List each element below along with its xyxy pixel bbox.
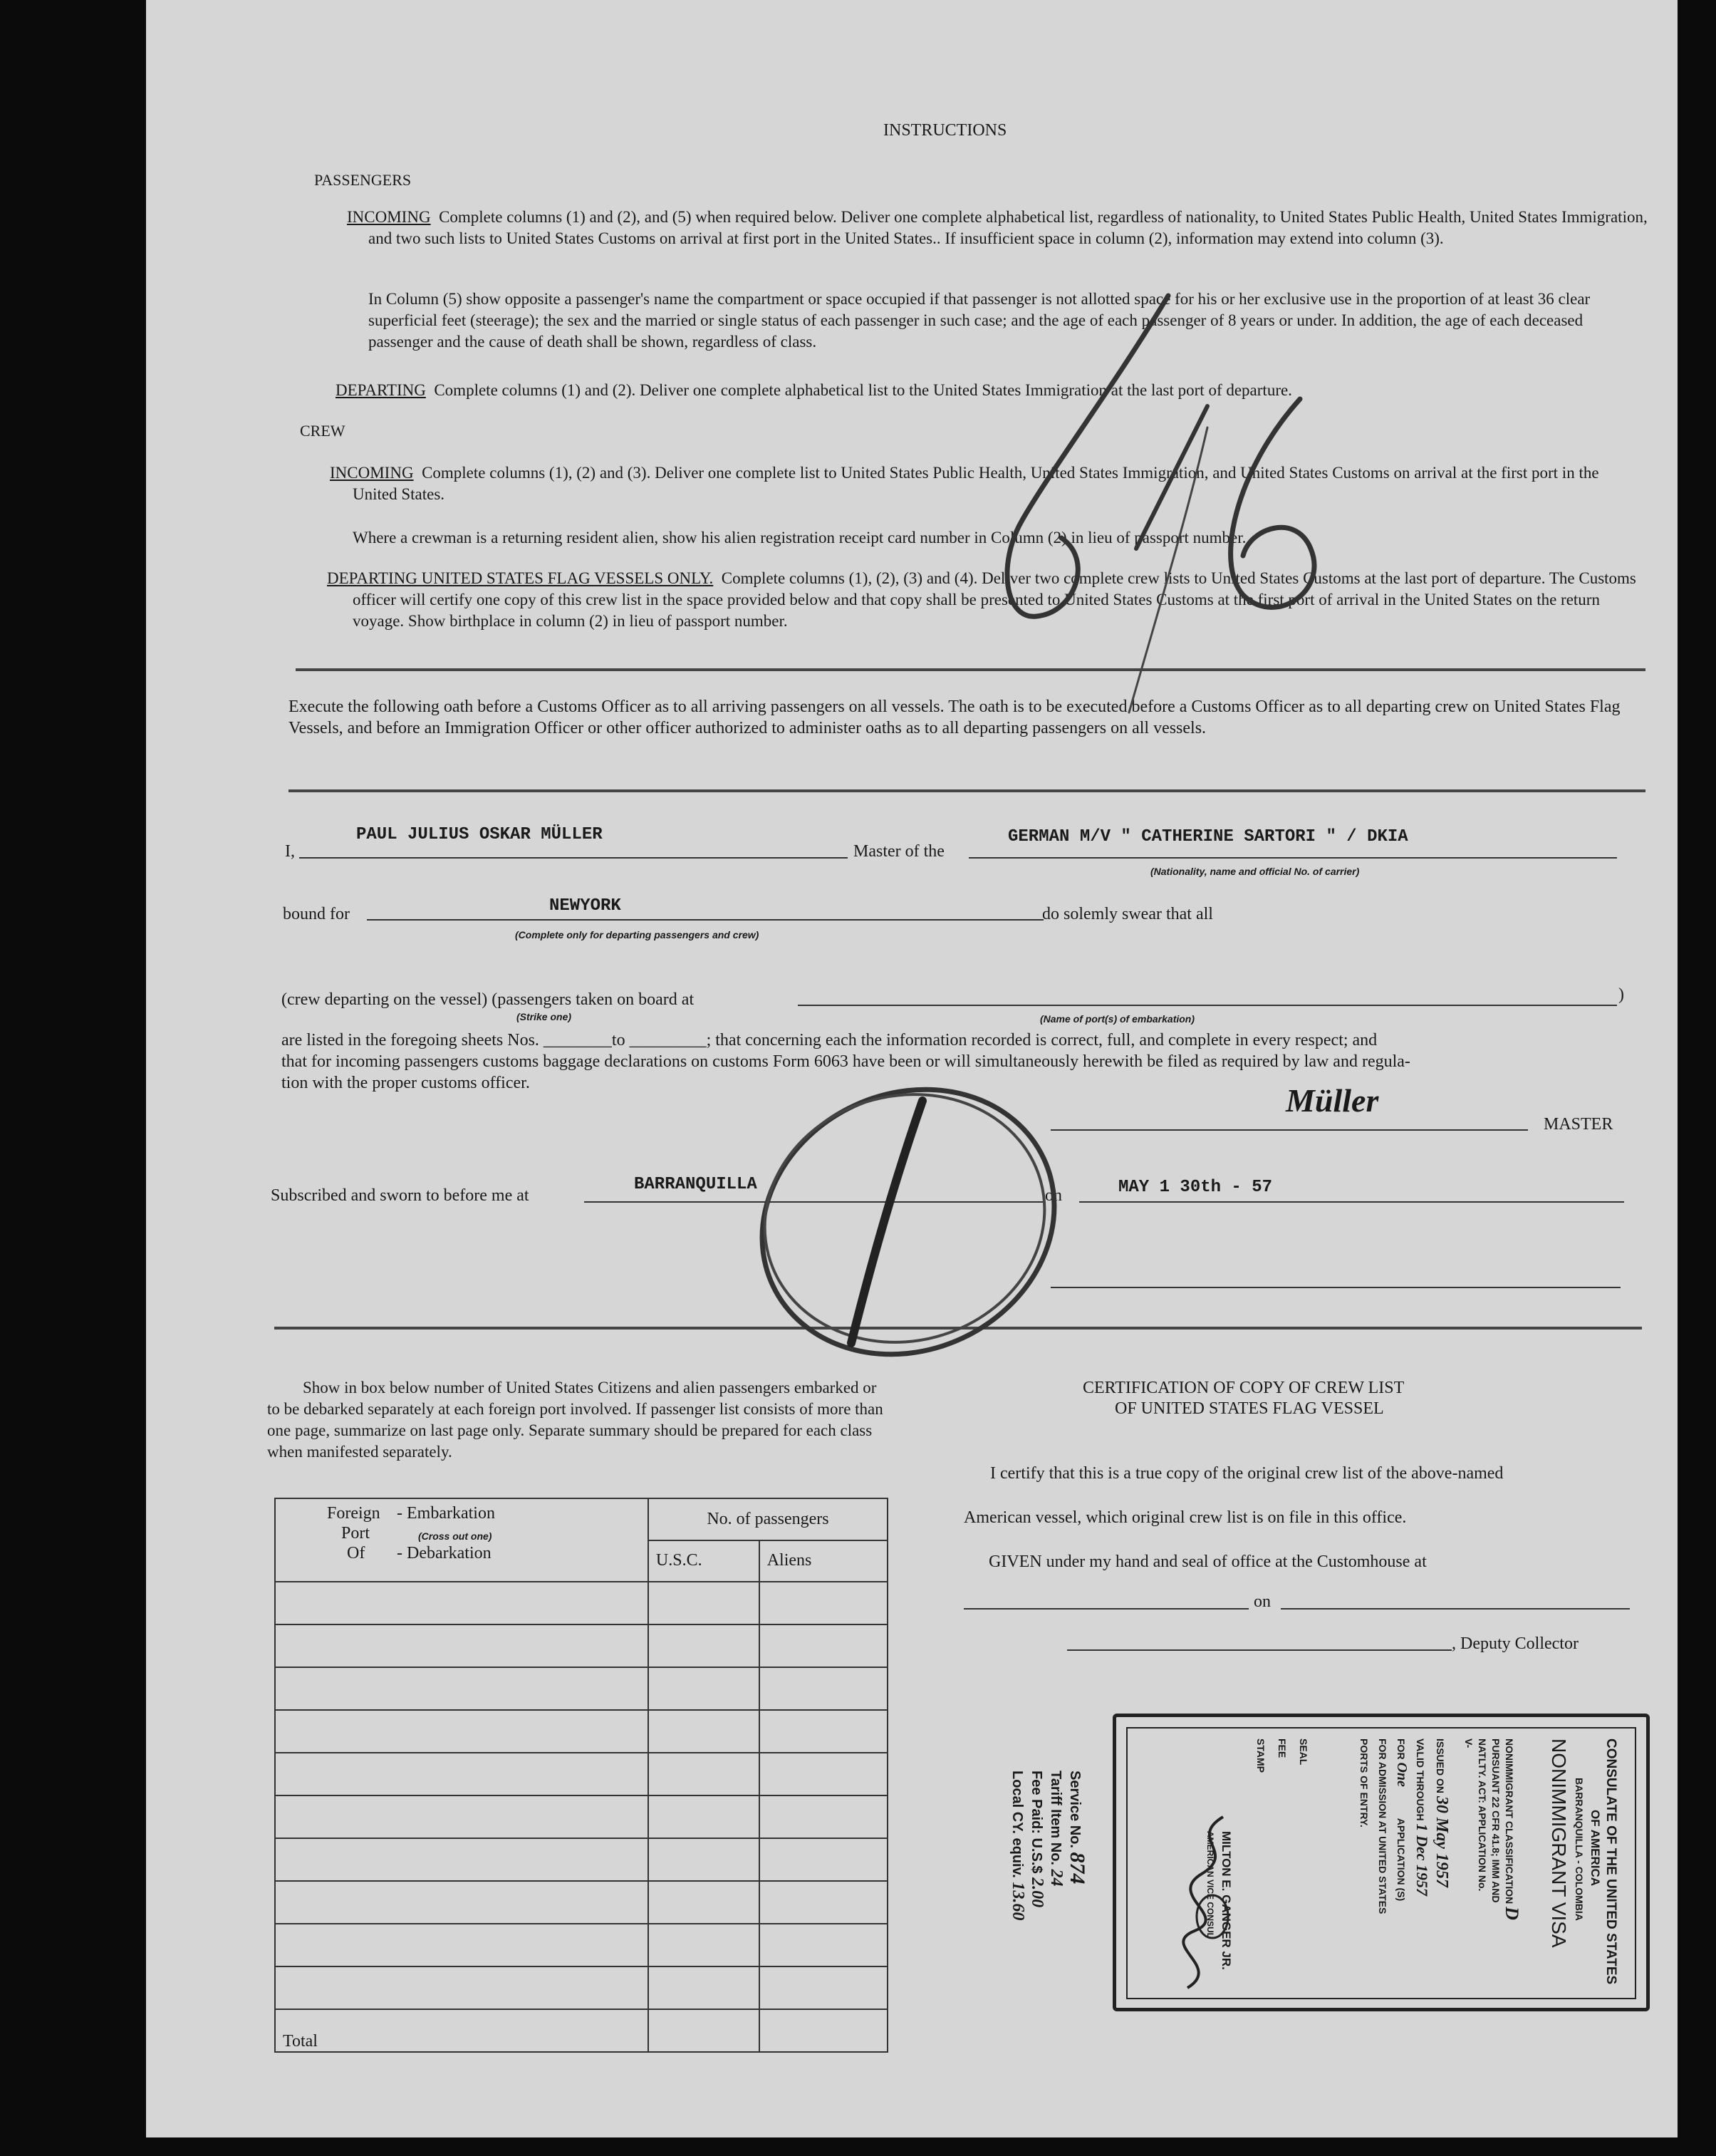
table-row <box>275 1966 888 2009</box>
master-of-label: Master of the <box>853 842 945 861</box>
visa-consulate-block <box>1546 1738 1618 1984</box>
port-header-cell <box>275 1498 648 1582</box>
master-name-line <box>299 857 848 859</box>
vessel-caption: (Nationality, name and official No. of carrier) <box>1150 866 1360 877</box>
visa-stamp <box>1113 1714 1650 2011</box>
passenger-summary-table <box>274 1498 888 2053</box>
certification-title-2: OF UNITED STATES FLAG VESSEL <box>1115 1399 1384 1418</box>
consul-signature <box>1145 1810 1259 1995</box>
sworn-on-label: on <box>1045 1186 1062 1205</box>
consul-title: AMERICAN VICE CONSUL <box>1205 1831 1215 1939</box>
total-row <box>275 2009 888 2052</box>
embarkation-line <box>798 1005 1617 1006</box>
destination: NEWYORK <box>549 896 621 916</box>
passengers-departing-text: Complete columns (1) and (2). Deliver one complete alphabetical list to the United States Immigration at the last port of departure. <box>434 381 1292 399</box>
passengers-heading: PASSENGERS <box>314 171 412 189</box>
local-equiv-label: Local CY. equiv. <box>1009 1771 1025 1878</box>
aliens-header: Aliens <box>759 1540 888 1582</box>
sworn-place: BARRANQUILLA <box>634 1175 757 1194</box>
certification-date-line <box>1281 1608 1630 1610</box>
bound-for-label: bound for <box>283 905 350 923</box>
application-label: APPLICATION (S) <box>1395 1818 1407 1902</box>
master-label: MASTER <box>1544 1115 1613 1134</box>
pencil-mark-top <box>994 285 1393 720</box>
vessel-line <box>969 857 1617 859</box>
visa-classification-block <box>1462 1738 1522 1920</box>
admission-line-2: PORTS OF ENTRY. <box>1358 1738 1370 1828</box>
crew-departing-block <box>327 568 1638 632</box>
crew-incoming-text: Complete columns (1), (2) and (3). Deliver one complete list to United States Public Health, United States Immigration, and United States Customs on arrival at the first port in the United States. <box>353 464 1599 503</box>
cross-out-label: (Cross out one) <box>418 1530 492 1542</box>
sworn-date-line <box>1079 1201 1624 1203</box>
passengers-incoming-label: INCOMING <box>347 208 431 226</box>
tariff-number: 24 <box>1047 1869 1066 1887</box>
master-signature-line <box>1051 1129 1528 1131</box>
master-signature: Müller <box>1286 1082 1379 1119</box>
service-number: 874 <box>1066 1852 1089 1885</box>
table-row <box>275 1924 888 1966</box>
passengers-incoming-text: Complete columns (1) and (2), and (5) when required below. Deliver one complete alphabetical list, regardless of nationality, to United States Public Health, United States Immigration, and two such lists to United States Customs on arrival at first port in the United States.. If insufficient space in column (2), information may extend into column (3). <box>368 208 1648 247</box>
crew-incoming-label: INCOMING <box>330 464 414 482</box>
crew-resident-text: Where a crewman is a returning resident alien, show his alien registration receipt card number in Column (2) in lieu of passport number. <box>353 529 1247 546</box>
strike-caption: (Strike one) <box>516 1011 572 1022</box>
tariff-label: Tariff Item No. <box>1048 1771 1064 1865</box>
port-label: Port <box>341 1524 370 1543</box>
crew-departing-label: DEPARTING UNITED STATES FLAG VESSELS ONLY. <box>327 569 714 587</box>
divider-rule <box>296 668 1645 671</box>
classification-line-4: V- <box>1463 1738 1475 1748</box>
column5-instructions: In Column (5) show opposite a passenger's name the compartment or space occupied if that passenger is not allotted space for his or her exclusive use in the proportion of at least 36 clear superficial feet (steerage); the sex and the married or single status of each passenger in such case; and the age of each passenger of 8 years or under. In addition, the age of each deceased passenger and the cause of death shall be shown, regardless of class. <box>368 290 1591 351</box>
table-row <box>275 1624 888 1667</box>
seal-label: SEAL <box>1298 1738 1309 1766</box>
oath-i-label: I, <box>285 842 295 861</box>
pencil-mark-top-text <box>1158 420 1166 442</box>
fee-stamp <box>1008 1771 1089 1921</box>
service-label: Service No. <box>1067 1771 1083 1848</box>
crew-heading: CREW <box>300 422 345 440</box>
deputy-signature-line <box>1067 1649 1452 1651</box>
consul-name: MILTON E. GANGER JR. <box>1220 1831 1233 1970</box>
summary-instructions: Show in box below number of United States Citizens and alien passengers embarked or to be debarked separately at each foreign port involved. If passenger list consists of more than one page, summarize on last page only. Separate summary should be prepared for each class when manifested separately. <box>267 1379 883 1461</box>
pencil-circle <box>730 1072 1079 1372</box>
visa-seal-block <box>1250 1738 1314 1773</box>
consulate-line-3: BARRANQUILLA - COLOMBIA <box>1574 1778 1585 1921</box>
valid-label: VALID THROUGH <box>1415 1738 1426 1821</box>
certification-on-label: on <box>1254 1592 1271 1611</box>
destination-line <box>367 919 1044 921</box>
passengers-incoming-block <box>347 207 1678 249</box>
divider-rule <box>288 789 1645 792</box>
visa-fee-label: FEE <box>1276 1738 1288 1758</box>
classification-line-3: NATLTY. ACT: APPLICATION No. <box>1477 1738 1488 1892</box>
crew-passengers-line: (crew departing on the vessel) (passengers taken on board at <box>281 990 695 1009</box>
foreign-label: Foreign <box>327 1504 380 1523</box>
fee-paid-value: 2.00 <box>1028 1877 1046 1908</box>
consulate-line-1: CONSULATE OF THE UNITED STATES <box>1603 1738 1618 1985</box>
paren-close: ) <box>1618 985 1624 1004</box>
port-caption: (Name of port(s) of embarkation) <box>1040 1013 1195 1025</box>
for-value: One <box>1394 1762 1410 1787</box>
listed-line-3: tion with the proper customs officer. <box>281 1074 530 1092</box>
of-label: Of <box>347 1544 365 1562</box>
table-row <box>275 1753 888 1795</box>
table-row <box>275 1667 888 1710</box>
admission-line-1: FOR ADMISSION AT UNITED STATES <box>1377 1738 1388 1914</box>
master-name: PAUL JULIUS OSKAR MÜLLER <box>356 825 603 844</box>
table-row <box>275 1795 888 1838</box>
listed-line-2: that for incoming passengers customs baggage declarations on customs Form 6063 have been or will simultaneously herewith be filed as required by law and regula- <box>281 1052 1410 1071</box>
listed-line-1: are listed in the foregoing sheets Nos. ________to _________; that concerning each the information recorded is correct, full, and complete in every respect; and <box>281 1031 1378 1050</box>
certification-title-1: CERTIFICATION OF COPY OF CREW LIST <box>1083 1379 1405 1397</box>
usc-header: U.S.C. <box>648 1540 759 1582</box>
pencil-mark-middle-text <box>901 1211 905 1233</box>
classification-value: D <box>1502 1907 1522 1920</box>
passengers-departing-label: DEPARTING <box>336 381 426 399</box>
certification-line-2: American vessel, which original crew list is on file in this office. <box>964 1508 1407 1527</box>
table-row <box>275 1582 888 1624</box>
manifest-page <box>146 0 1678 2137</box>
valid-value: 1 Dec 1957 <box>1413 1823 1431 1896</box>
classification-label: NONIMMIGRANT CLASSIFICATION <box>1504 1738 1515 1904</box>
subscribed-label: Subscribed and sworn to before me at <box>271 1186 529 1205</box>
certification-line-3: GIVEN under my hand and seal of office at the Customhouse at <box>989 1553 1427 1571</box>
sworn-date: MAY 1 30th - 57 <box>1118 1178 1273 1197</box>
table-row <box>275 1881 888 1924</box>
passengers-header: No. of passengers <box>648 1498 888 1540</box>
classification-line-2: PURSUANT 22 CFR 41.8; IMM AND <box>1490 1738 1502 1903</box>
visa-validity-block <box>1355 1738 1451 1914</box>
certification-line-1: I certify that this is a true copy of the original crew list of the above-named <box>990 1464 1504 1483</box>
consulate-line-2: OF AMERICA <box>1588 1810 1602 1887</box>
total-label: Total <box>275 2009 648 2052</box>
destination-caption: (Complete only for departing passengers and crew) <box>515 929 759 940</box>
table-row <box>275 1838 888 1881</box>
for-label: FOR <box>1395 1738 1407 1760</box>
customhouse-line <box>964 1608 1249 1610</box>
table-row <box>275 1710 888 1753</box>
visa-stamp-label: STAMP <box>1255 1738 1267 1773</box>
crew-departing-text: Complete columns (1), (2), (3) and (4). Deliver two complete crew lists to United States Customs at the last port of departure. The Customs officer will certify one copy of this crew list in the space provided below and that copy shall be presented to United States Customs at the first port of arrival in the United States on the return voyage. Show birthplace in column (2) in lieu of passport number. <box>353 569 1636 630</box>
issued-label: ISSUED ON <box>1435 1738 1446 1794</box>
debarkation-label: - Debarkation <box>397 1544 492 1562</box>
deputy-collector-label: , Deputy Collector <box>1452 1634 1579 1653</box>
page-title: INSTRUCTIONS <box>883 121 1007 140</box>
issued-value: 30 May 1957 <box>1432 1795 1451 1887</box>
swear-text: do solemly swear that all <box>1042 905 1213 923</box>
fee-paid-label: Fee Paid: U.S.$ <box>1029 1771 1044 1874</box>
officer-signature-line <box>1051 1287 1621 1288</box>
embarkation-label: - Embarkation <box>397 1504 495 1523</box>
visa-title: NONIMMIGRANT VISA <box>1548 1738 1570 1948</box>
local-equiv-value: 13.60 <box>1009 1882 1027 1921</box>
crew-incoming-block <box>330 462 1626 505</box>
vessel-name: GERMAN M/V " CATHERINE SARTORI " / DKIA <box>1008 827 1408 846</box>
oath-intro: Execute the following oath before a Customs Officer as to all arriving passengers on all vessels. The oath is to be executed before a Customs Officer as to all departing crew on United States Flag Vessels, and before an Immigration Officer or other officer authorized to administer oaths as to all departing passengers on all vessels. <box>288 698 1621 737</box>
